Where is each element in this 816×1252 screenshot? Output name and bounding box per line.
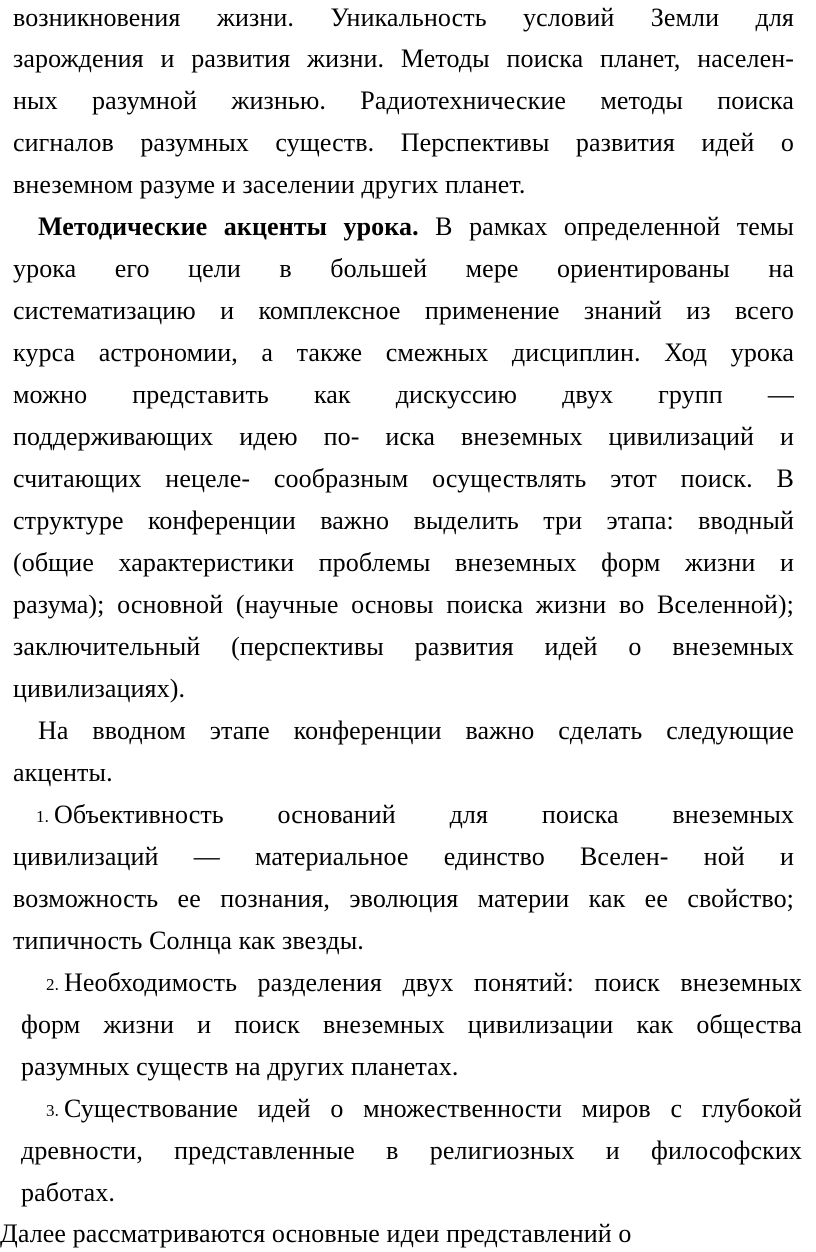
paragraph-line: структуре конференции важно выделить три этапа: вводный [13, 506, 794, 535]
paragraph-line: зарождения и развития жизни. Методы поиска планет, населен- [13, 44, 794, 73]
list-number: 2. [46, 975, 59, 994]
list-item-line: работах. [21, 1178, 115, 1207]
paragraph-line: поддерживающих идею по- иска внеземных цивилизаций и [13, 422, 794, 451]
list-item-text: Объективность оснований для поиска внеземных [53, 800, 794, 829]
list-item-text: Существование идей о множественности миров с глубокой [63, 1094, 802, 1123]
list-item-line: древности, представленные в религиозных и философских [21, 1136, 802, 1165]
list-number: 3. [46, 1101, 59, 1120]
list-item-line: цивилизаций — материальное единство Вселен- ной и [13, 842, 794, 871]
paragraph-line: внеземном разуме и заселении других планет. [13, 170, 526, 199]
paragraph-line: урока его цели в большей мере ориентированы на [13, 254, 794, 283]
paragraph-line: разума); основной (научные основы поиска жизни во Вселенной); [13, 590, 794, 619]
paragraph-line: курса астрономии, а также смежных дисциплин. Ход урока [13, 338, 794, 367]
paragraph-line: заключительный (перспективы развития идей о внеземных [13, 632, 794, 661]
paragraph-line: Далее рассматриваются основные идеи представлений о [0, 1219, 632, 1248]
list-number: 1. [36, 807, 49, 826]
list-item-line: типичность Солнца как звезды. [13, 926, 364, 955]
paragraph-line: акценты. [13, 758, 113, 787]
list-item-line: возможность ее познания, эволюция материи как ее свойство; [13, 884, 794, 913]
list-item-text: Необходимость разделения двух понятий: поиск внеземных [63, 968, 802, 997]
paragraph-line: сигналов разумных существ. Перспективы развития идей о [13, 128, 794, 157]
paragraph-line: цивилизациях). [13, 674, 186, 703]
list-item-first-line [46, 968, 802, 998]
paragraph-line: систематизацию и комплексное применение знаний из всего [13, 296, 794, 325]
list-item-first-line [36, 800, 794, 830]
paragraph-first-line [38, 212, 794, 242]
section-heading: Методические акценты урока. [38, 212, 419, 241]
paragraph-line: ных разумной жизнью. Радиотехнические методы поиска [13, 86, 794, 115]
paragraph-text: В рамках определенной темы [435, 212, 794, 241]
list-item-line: форм жизни и поиск внеземных цивилизации как общества [21, 1010, 802, 1039]
paragraph-line: можно представить как дискуссию двух групп — [13, 380, 794, 409]
list-item-first-line [46, 1094, 802, 1124]
paragraph-line: На вводном этапе конференции важно сделать следующие [38, 716, 794, 745]
paragraph-line: возникновения жизни. Уникальность условий Земли для [13, 3, 794, 32]
paragraph-line: считающих нецеле- сообразным осуществлять этот поиск. В [13, 464, 794, 493]
paragraph-line: (общие характеристики проблемы внеземных форм жизни и [13, 548, 794, 577]
list-item-line: разумных существ на других планетах. [21, 1052, 459, 1081]
